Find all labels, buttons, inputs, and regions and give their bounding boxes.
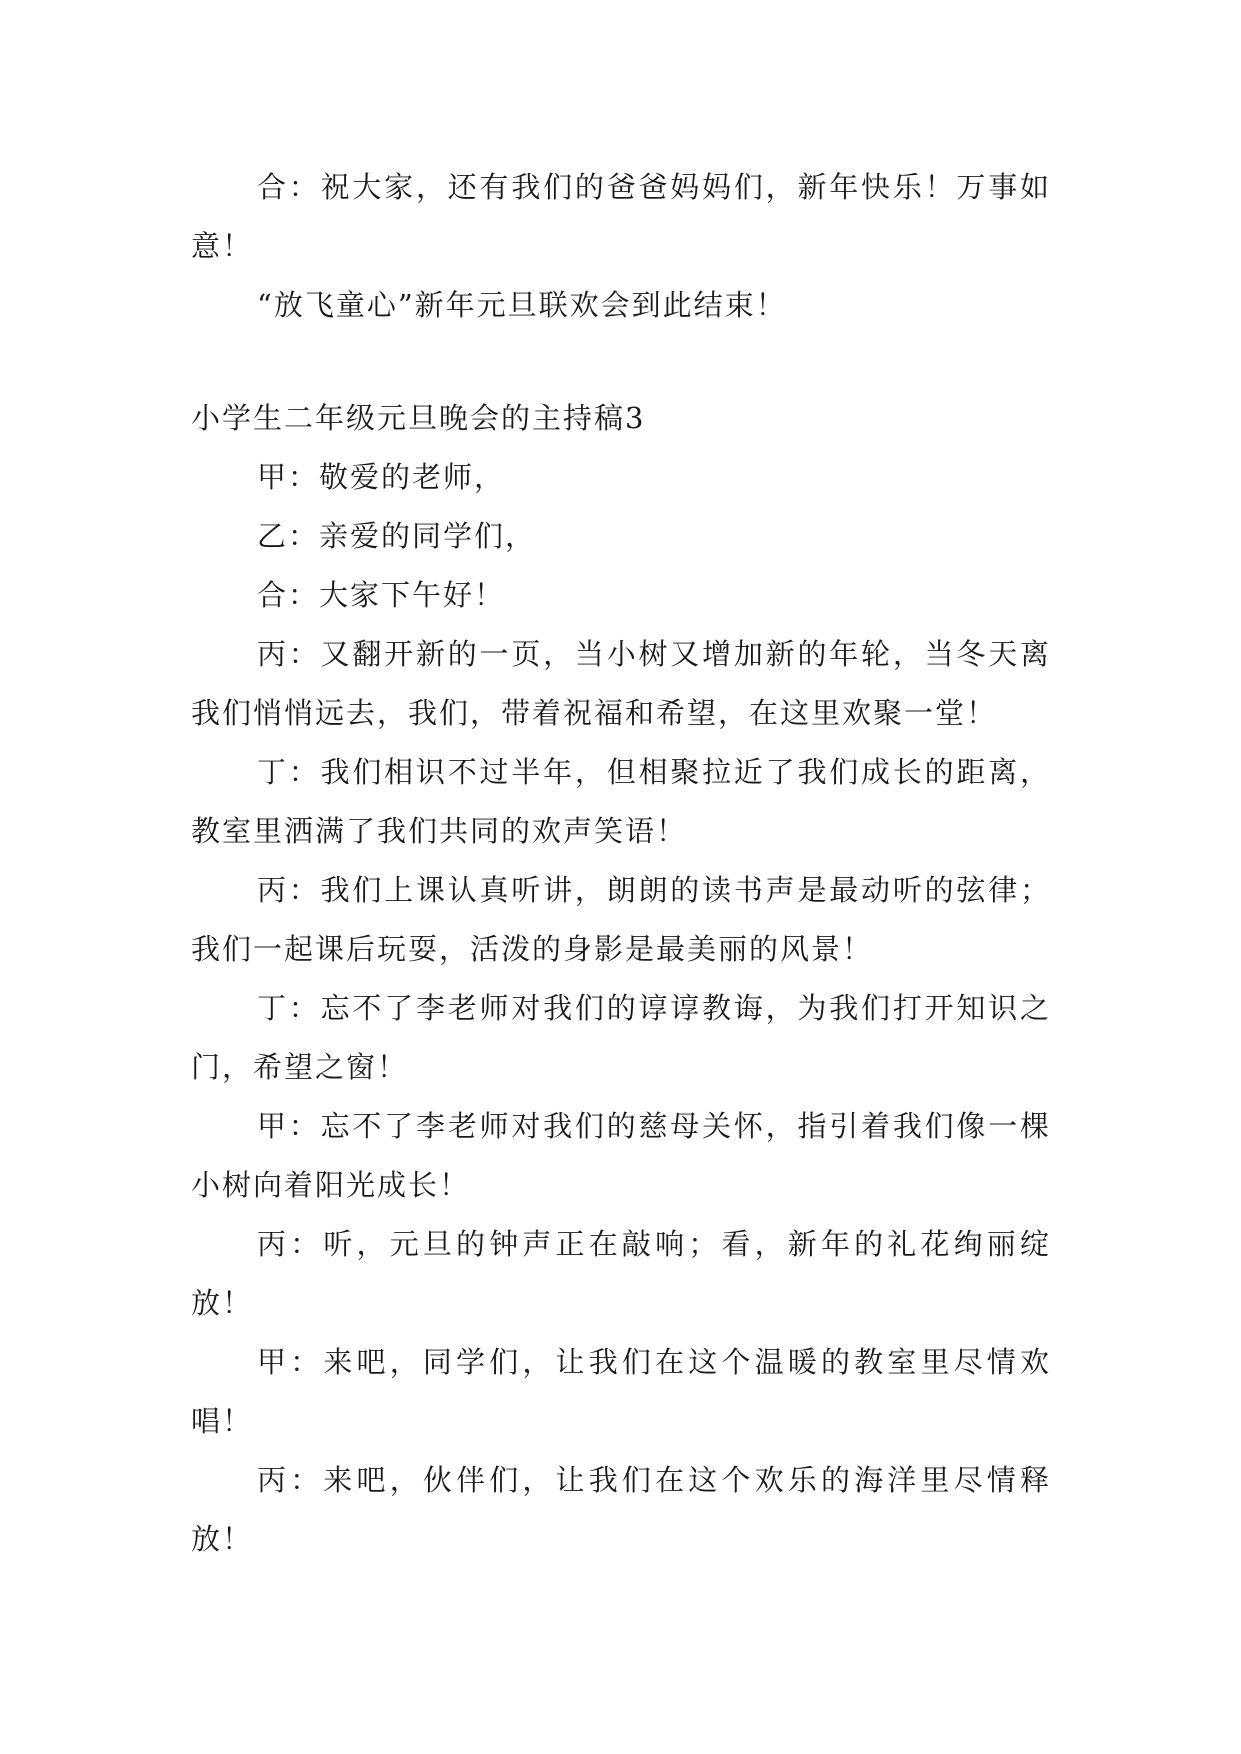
paragraph: 甲：忘不了李老师对我们的慈母关怀，指引着我们像一棵小树向着阳光成长！	[191, 1109, 1051, 1202]
paragraph: 合：大家下午好！	[257, 578, 506, 612]
paragraph: 甲：来吧，同学们，让我们在这个温暖的教室里尽情欢唱！	[191, 1345, 1051, 1438]
section-title: 小学生二年级元旦晚会的主持稿3	[191, 401, 646, 435]
paragraph: 丁：我们相识不过半年，但相聚拉近了我们成长的距离，教室里洒满了我们共同的欢声笑语！	[191, 755, 1051, 848]
paragraph: 丙：来吧，伙伴们，让我们在这个欢乐的海洋里尽情释放！	[191, 1463, 1051, 1556]
paragraph: 丙：又翻开新的一页，当小树又增加新的年轮，当冬天离我们悄悄远去，我们，带着祝福和希望，在这里欢聚一堂！	[191, 637, 1051, 730]
paragraph: 丙：听，元旦的钟声正在敲响；看，新年的礼花绚丽绽放！	[191, 1227, 1051, 1320]
paragraph: 丁：忘不了李老师对我们的谆谆教诲，为我们打开知识之门，希望之窗！	[191, 991, 1051, 1084]
paragraph: 丙：我们上课认真听讲，朗朗的读书声是最动听的弦律；我们一起课后玩耍，活泼的身影是最美丽的风景！	[191, 873, 1051, 966]
paragraph: “放飞童心”新年元旦联欢会到此结束！	[257, 288, 787, 322]
paragraph: 甲：敬爱的老师，	[257, 460, 506, 494]
document-body	[191, 158, 1051, 1569]
paragraph: 乙：亲爱的同学们，	[257, 519, 537, 553]
paragraph: 合：祝大家，还有我们的爸爸妈妈们，新年快乐！万事如意！	[191, 170, 1051, 263]
